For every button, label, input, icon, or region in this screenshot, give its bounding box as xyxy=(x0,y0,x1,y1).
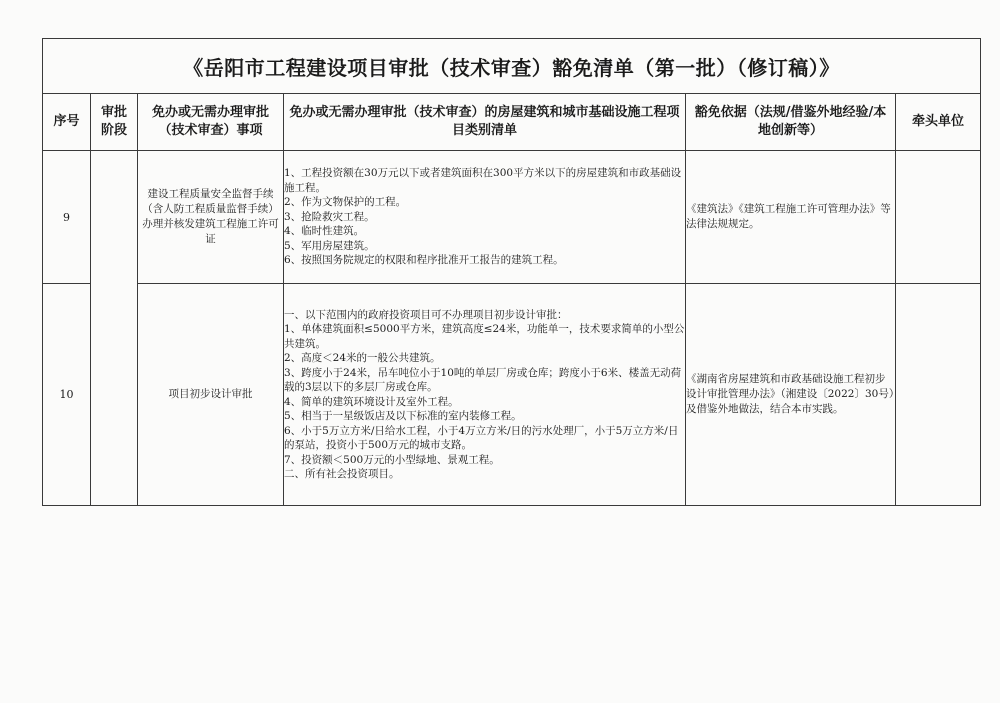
list-item: 二、所有社会投资项目。 xyxy=(284,468,400,480)
list-item: 4、简单的建筑环境设计及室外工程。 xyxy=(284,395,459,408)
list-item: 2、作为文物保护的工程。 xyxy=(284,196,407,209)
exemption-basis: 《湖南省房屋建筑和市政基础设施工程初步设计审批管理办法》（湘建设〔2022〕30号）及借鉴外地做法，结合本市实践。 xyxy=(686,284,896,506)
header-stage: 审批阶段 xyxy=(91,94,138,151)
category-list xyxy=(284,284,686,506)
table-row xyxy=(43,284,981,506)
header-item: 免办或无需办理审批（技术审查）事项 xyxy=(138,94,284,151)
exempt-item: 建设工程质量安全监督手续（含人防工程质量监督手续）办理并核发建筑工程施工许可证 xyxy=(138,151,284,284)
list-item: 3、抢险救灾工程。 xyxy=(284,210,375,223)
exempt-item: 项目初步设计审批 xyxy=(138,284,284,506)
header-row xyxy=(43,94,981,151)
list-item: 5、军用房屋建筑。 xyxy=(284,239,375,252)
list-item: 6、按照国务院规定的权限和程序批准开工报告的建筑工程。 xyxy=(284,254,564,267)
list-item: 6、小于5万立方米/日给水工程，小于4万立方米/日的污水处理厂，小于5万立方米/日的泵站，投资小于500万元的城市支路。 xyxy=(284,424,679,451)
list-item: 1、单体建筑面积≤5000平方米，建筑高度≤24米，功能单一，技术要求简单的小型公共建筑。 xyxy=(284,323,685,350)
exemption-basis: 《建筑法》《建筑工程施工许可管理办法》等法律法规规定。 xyxy=(686,151,896,284)
header-lead: 牵头单位 xyxy=(896,94,981,151)
exemption-table xyxy=(42,38,981,506)
header-basis: 豁免依据（法规/借鉴外地经验/本地创新等） xyxy=(686,94,896,151)
table-row xyxy=(43,151,981,284)
header-no: 序号 xyxy=(43,94,91,151)
row-number: 9 xyxy=(43,151,91,284)
list-item: 一、以下范围内的政府投资项目可不办理项目初步设计审批： xyxy=(284,308,568,321)
row-number: 10 xyxy=(43,284,91,506)
list-item: 5、相当于一星级饭店及以下标准的室内装修工程。 xyxy=(284,410,522,422)
list-item: 7、投资额＜500万元的小型绿地、景观工程。 xyxy=(284,453,500,466)
lead-unit xyxy=(896,284,981,506)
list-item: 2、高度＜24米的一般公共建筑。 xyxy=(284,352,441,364)
header-list: 免办或无需办理审批（技术审查）的房屋建筑和城市基础设施工程项目类别清单 xyxy=(284,94,686,151)
document-title: 《岳阳市工程建设项目审批（技术审查）豁免清单（第一批）（修订稿）》 xyxy=(43,39,981,94)
category-list xyxy=(284,151,686,284)
list-item: 4、临时性建筑。 xyxy=(284,225,365,238)
stage-cell xyxy=(91,151,138,506)
list-item: 1、工程投资额在30万元以下或者建筑面积在300平方米以下的房屋建筑和市政基础设施工程。 xyxy=(284,167,682,194)
lead-unit xyxy=(896,151,981,284)
list-item: 3、跨度小于24米，吊车吨位小于10吨的单层厂房或仓库；跨度小于6米、楼盖无动荷载的3层以下的多层厂房或仓库。 xyxy=(284,366,682,393)
